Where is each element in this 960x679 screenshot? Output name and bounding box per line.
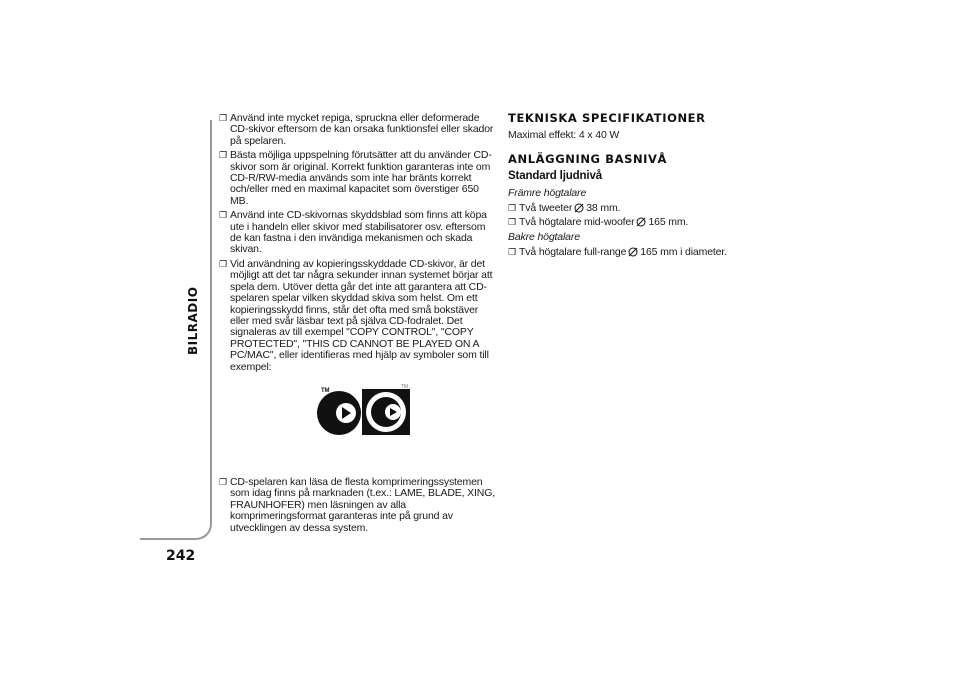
checkbox-bullet-icon: ❐ bbox=[219, 150, 227, 161]
page-number: 242 bbox=[166, 548, 196, 564]
checkbox-bullet-icon: ❐ bbox=[219, 113, 227, 123]
checkbox-bullet-icon: ❐ bbox=[508, 247, 516, 258]
diameter-icon bbox=[636, 217, 646, 227]
standard-audio-heading: Standard ljudnivå bbox=[508, 170, 602, 183]
tech-specs-heading: TEKNISKA SPECIFIKATIONER bbox=[508, 111, 706, 125]
chapter-label: BILRADIO bbox=[186, 286, 200, 355]
copy-protection-logos bbox=[219, 383, 497, 477]
list-item: ❐ Använd inte mycket repiga, spruckna eller deformerade CD-skivor eftersom de kan orsaka funktionsfel eller skador på spelaren. bbox=[219, 112, 494, 147]
list-item: ❐ Använd inte CD-skivornas skyddsblad som finns att köpa ute i handeln eller skivor med stabilisatorer osv. eftersom de kan fastna i den invändiga mekanismen och skada skivan. bbox=[219, 209, 487, 256]
trademark-label-small: TM bbox=[401, 383, 408, 390]
checkbox-bullet-icon: ❐ bbox=[508, 203, 516, 214]
max-power-text: Maximal effekt: 4 x 40 W bbox=[508, 129, 620, 142]
list-item: ❐ Två högtalare full-range 165 mm i diameter. bbox=[508, 246, 727, 259]
list-item: ❐ Vid användning av kopieringsskyddade CD-skivor, är det möjligt att det tar några sekunder innan systemet börjar att spela dem. Utöver detta går det inte att garantera att CD-spelaren spelar vilken skyddad skiva som helst. Om ett kopieringsskydd finns, står det ofta med små bokstäver eller med svår läsbar text på själva CD-fodralet. Det signaleras av till exempel "COPY CONTROL", "COPY PROTECTED", "THIS CD CANNOT BE PLAYED ON A PC/MAC", eller identifieras med hjälp av symboler som till exempel: bbox=[219, 257, 493, 373]
front-speakers-label: Främre högtalare bbox=[508, 186, 587, 199]
sidebar-frame bbox=[140, 120, 212, 540]
checkbox-bullet-icon: ❐ bbox=[508, 217, 516, 228]
right-column bbox=[508, 113, 778, 262]
copy-control-logo-icon bbox=[313, 383, 413, 435]
list-item: ❐ CD-spelaren kan läsa de flesta komprimeringssystemen som idag finns på marknaden (t.ex.: LAME, BLADE, XING, FRAUNHOFER) men läsningen av alla komprimeringsformat garanteras inte på grund av utvecklingen av dessa system. bbox=[219, 475, 496, 534]
left-column bbox=[219, 113, 497, 537]
basic-system-heading: ANLÄGGNING BASNIVÅ bbox=[508, 151, 668, 166]
list-item: ❐ Bästa möjliga uppspelning förutsätter att du använder CD-skivor som är original. Korrekt funktion garanteras inte om CD-R/RW-media används som inte har bränts korrekt och/eller med en maximal kapacitet som överstiger 650 MB. bbox=[219, 149, 492, 207]
trademark-label: TM bbox=[321, 387, 330, 394]
checkbox-bullet-icon: ❐ bbox=[219, 258, 227, 269]
diameter-icon bbox=[628, 247, 638, 257]
list-item: ❐ Två tweeter 38 mm. bbox=[508, 202, 621, 215]
rear-speakers-label: Bakre högtalare bbox=[508, 230, 580, 243]
diameter-icon bbox=[574, 203, 584, 213]
checkbox-bullet-icon: ❐ bbox=[219, 210, 227, 221]
checkbox-bullet-icon: ❐ bbox=[219, 476, 227, 487]
list-item: ❐ Två högtalare mid-woofer 165 mm. bbox=[508, 216, 689, 229]
